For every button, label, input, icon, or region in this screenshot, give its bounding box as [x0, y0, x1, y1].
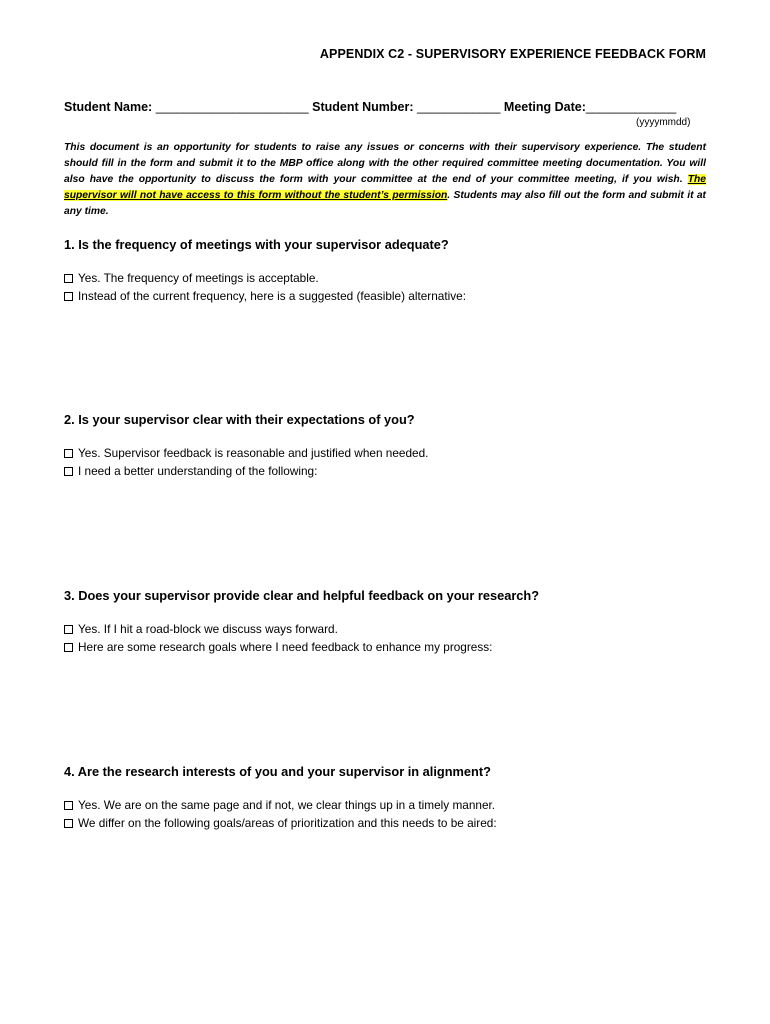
option-label: Yes. The frequency of meetings is acceptable. — [78, 271, 319, 285]
option-item — [64, 287, 724, 305]
question-title: 3. Does your supervisor provide clear and helpful feedback on your research? — [64, 588, 540, 603]
question-3 — [64, 588, 724, 656]
form-title: APPENDIX C2 - SUPERVISORY EXPERIENCE FEEDBACK FORM — [319, 47, 706, 61]
option-item — [64, 269, 724, 287]
checkbox[interactable] — [64, 449, 73, 458]
option-item — [64, 638, 724, 656]
option-label: Here are some research goals where I need feedback to enhance my progress: — [78, 640, 493, 654]
meeting-date-field[interactable]: _____________ — [585, 100, 677, 114]
question-4 — [64, 764, 724, 832]
checkbox[interactable] — [64, 292, 73, 301]
date-format-hint: (yyyymmdd) — [636, 117, 691, 128]
option-item — [64, 620, 724, 638]
question-title: 2. Is your supervisor clear with their expectations of you? — [64, 412, 415, 427]
checkbox[interactable] — [64, 801, 73, 810]
option-label: I need a better understanding of the following: — [78, 464, 318, 478]
question-title: 1. Is the frequency of meetings with your supervisor adequate? — [64, 237, 449, 252]
checkbox[interactable] — [64, 643, 73, 652]
option-item — [64, 796, 724, 814]
checkbox[interactable] — [64, 467, 73, 476]
question-title: 4. Are the research interests of you and your supervisor in alignment? — [64, 764, 491, 779]
option-label: Yes. We are on the same page and if not, we clear things up in a timely manner. — [78, 798, 496, 812]
student-name-field[interactable]: ______________________ — [155, 100, 309, 114]
option-label: Instead of the current frequency, here is a suggested (feasible) alternative: — [78, 289, 466, 303]
option-item — [64, 814, 724, 832]
intro-highlight: The supervisor will not have access to this form without the student’s permission — [64, 174, 706, 201]
intro-text-end: . Students may also fill out the form and submit it at any time. — [64, 190, 706, 217]
intro-text: This document is an opportunity for students to raise any issues or concerns with their supervisory experience. The student should fill in the form and submit it to the MBP office along with the other required committee meeting documentation. You will also have the opportunity to discuss the form with your committee at the end of your committee meeting, if you wish. — [64, 142, 706, 185]
student-info-row — [64, 100, 706, 114]
student-number-label: Student Number: — [312, 100, 414, 114]
checkbox[interactable] — [64, 625, 73, 634]
student-name-label: Student Name: — [64, 100, 153, 114]
question-1 — [64, 237, 724, 305]
student-number-field[interactable]: ____________ — [417, 100, 501, 114]
intro-paragraph — [64, 140, 706, 220]
option-item — [64, 462, 724, 480]
meeting-date-label: Meeting Date: — [503, 100, 586, 114]
option-label: Yes. Supervisor feedback is reasonable and justified when needed. — [78, 446, 429, 460]
question-2 — [64, 412, 724, 480]
option-item — [64, 444, 724, 462]
checkbox[interactable] — [64, 274, 73, 283]
option-label: Yes. If I hit a road-block we discuss ways forward. — [78, 622, 338, 636]
option-label: We differ on the following goals/areas of prioritization and this needs to be aired: — [78, 816, 497, 830]
checkbox[interactable] — [64, 819, 73, 828]
